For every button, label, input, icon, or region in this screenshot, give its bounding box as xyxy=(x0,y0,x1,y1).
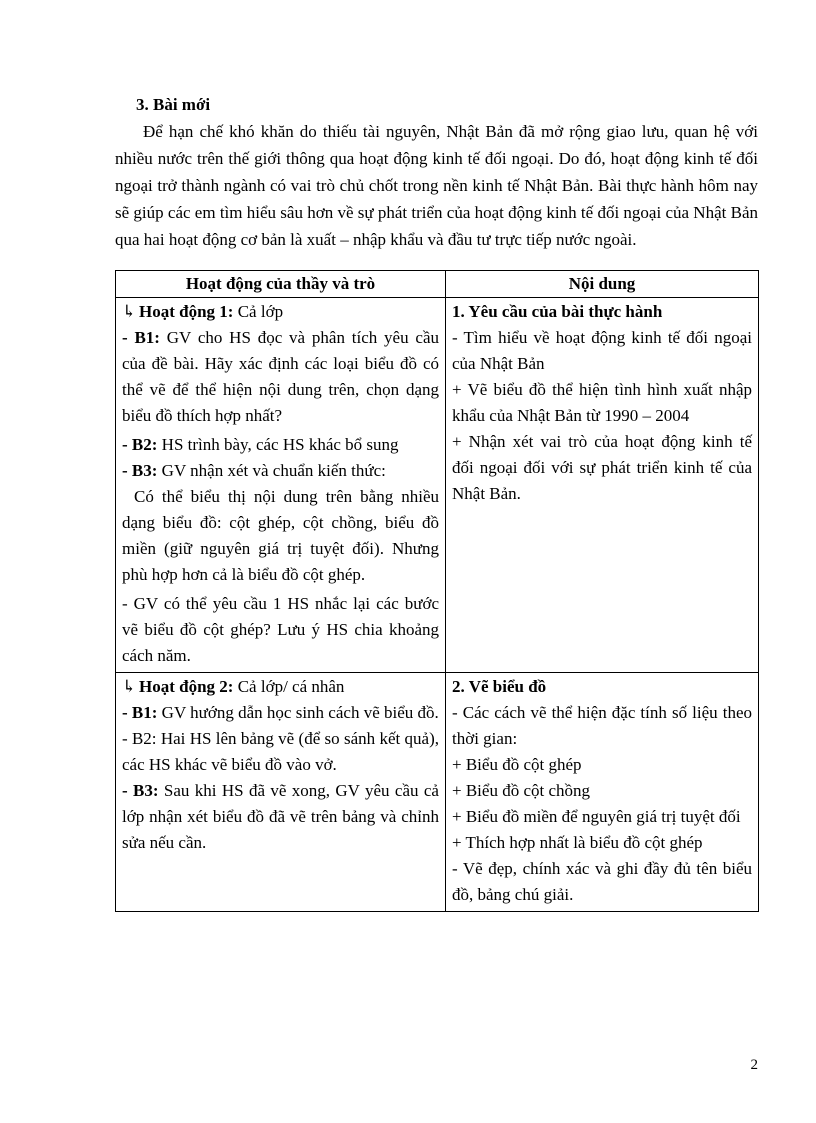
teacher-note: - GV có thể yêu cầu 1 HS nhắc lại các bước vẽ biểu đồ cột ghép? Lưu ý HS chia khoảng cách năm. xyxy=(122,594,439,665)
activity-1-heading: ↳ Hoạt động 1: Cả lớp xyxy=(122,299,439,325)
list-item: + Biểu đồ miền để nguyên giá trị tuyệt đối xyxy=(452,807,741,826)
step-b1: - B1: GV cho HS đọc và phân tích yêu cầu của đề bài. Hãy xác định các loại biểu đồ có thể vẽ để thể hiện nội dung trên, chọn dạng biểu đồ thích hợp nhất? xyxy=(122,328,439,425)
list-item: + Vẽ biểu đồ thể hiện tình hình xuất nhập khẩu của Nhật Bản từ 1990 – 2004 xyxy=(452,380,752,425)
step-b2: - B2: Hai HS lên bảng vẽ (để so sánh kết quả), các HS khác vẽ biểu đồ vào vở. xyxy=(122,729,439,774)
step-b3: - B3: Sau khi HS đã vẽ xong, GV yêu cầu cả lớp nhận xét biểu đồ đã vẽ trên bảng và chỉnh sửa nếu cần. xyxy=(122,781,439,852)
hand-arrow-icon: ↳ xyxy=(122,302,137,321)
step-b2: - B2: HS trình bày, các HS khác bổ sung xyxy=(122,435,399,454)
drawing-title: 2. Vẽ biểu đồ xyxy=(452,677,547,696)
table-header-row xyxy=(116,271,759,298)
activity-2-heading: ↳ Hoạt động 2: Cả lớp/ cá nhân xyxy=(122,674,439,700)
table-row xyxy=(116,298,759,673)
list-item: + Biểu đồ cột ghép xyxy=(452,755,582,774)
list-item: - Vẽ đẹp, chính xác và ghi đầy đủ tên biểu đồ, bảng chú giải. xyxy=(452,859,752,904)
activity-1-cell xyxy=(116,298,446,673)
page-content xyxy=(115,92,758,912)
list-item: + Thích hợp nhất là biểu đồ cột ghép xyxy=(452,833,703,852)
step-b1: - B1: GV hướng dẫn học sinh cách vẽ biểu đồ. xyxy=(122,703,439,722)
section-title: 3. Bài mới xyxy=(136,95,211,114)
list-item: + Nhận xét vai trò của hoạt động kinh tế đối ngoại đối với sự phát triển kinh tế của Nhật Bản. xyxy=(452,432,752,503)
requirements-cell xyxy=(446,298,759,673)
list-item: + Biểu đồ cột chồng xyxy=(452,781,591,800)
list-item: - Các cách vẽ thể hiện đặc tính số liệu theo thời gian: xyxy=(452,703,752,748)
lesson-table xyxy=(115,270,759,912)
hand-arrow-icon: ↳ xyxy=(122,677,137,696)
activity-2-cell xyxy=(116,673,446,912)
header-content: Nội dung xyxy=(446,271,759,298)
step-b3: - B3: GV nhận xét và chuẩn kiến thức: xyxy=(122,461,386,480)
intro-paragraph: Để hạn chế khó khăn do thiếu tài nguyên, Nhật Bản đã mở rộng giao lưu, quan hệ với nhiều nước trên thế giới thông qua hoạt động kinh tế đối ngoại. Do đó, hoạt động kinh tế đối ngoại trở thành ngành có vai trò chủ chốt trong nền kinh tế Nhật Bản. Bài thực hành hôm nay sẽ giúp các em tìm hiểu sâu hơn về sự phát triển của hoạt động kinh tế đối ngoại của Nhật Bản qua hai hoạt động cơ bản là xuất – nhập khẩu và đầu tư trực tiếp nước ngoài. xyxy=(115,122,758,249)
table-row xyxy=(116,673,759,912)
page-number: 2 xyxy=(750,1057,758,1073)
chart-types-text: Có thể biểu thị nội dung trên bằng nhiều dạng biểu đồ: cột ghép, cột chồng, biểu đồ miền (giữ nguyên giá trị tuyệt đối). Nhưng phù hợp hơn cả là biểu đồ cột ghép. xyxy=(122,487,439,584)
list-item: - Tìm hiểu về hoạt động kinh tế đối ngoại của Nhật Bản xyxy=(452,328,752,373)
drawing-cell xyxy=(446,673,759,912)
requirements-title: 1. Yêu cầu của bài thực hành xyxy=(452,302,663,321)
header-activities: Hoạt động của thầy và trò xyxy=(116,271,446,298)
